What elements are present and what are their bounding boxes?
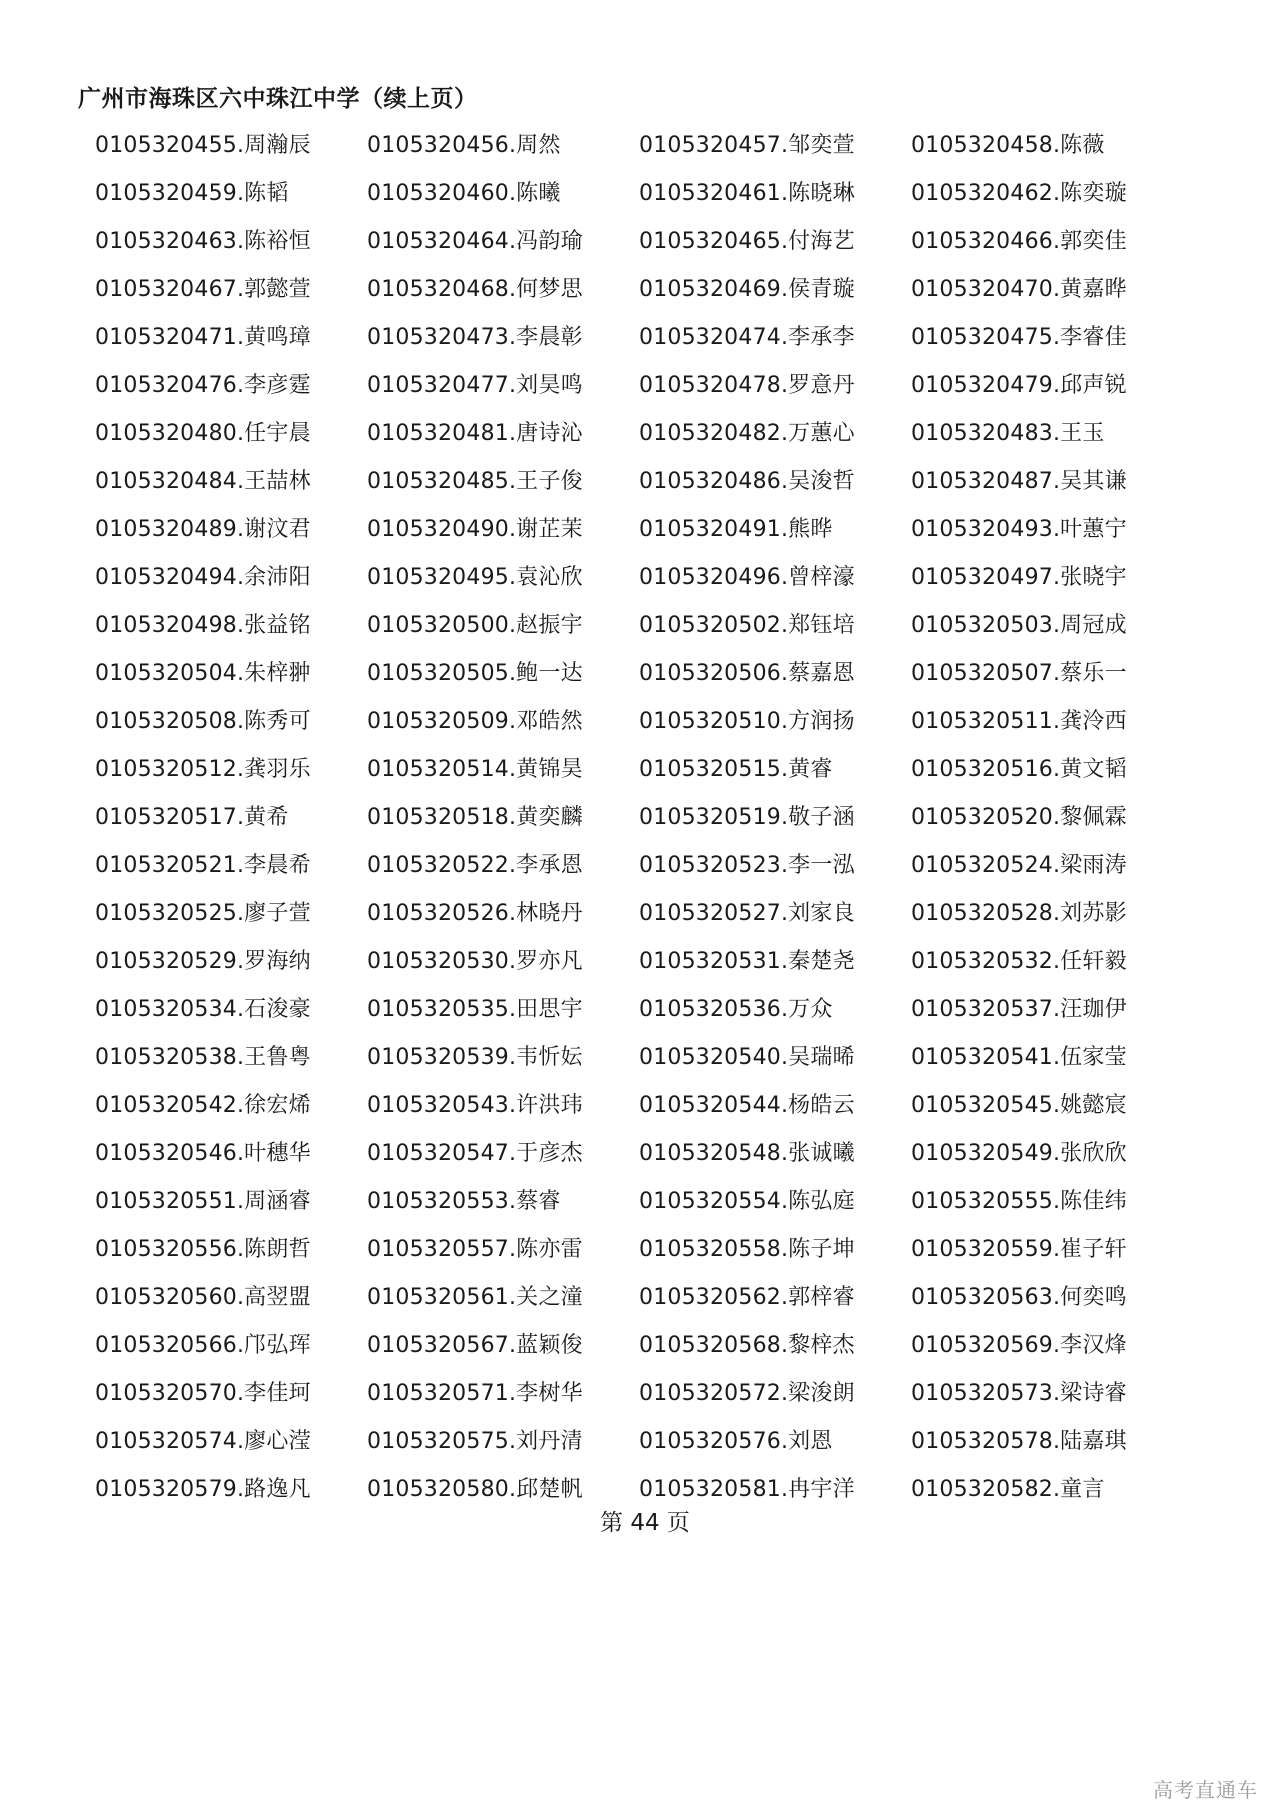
roster-entry: 0105320494.余沛阳 (95, 565, 311, 590)
roster-entry: 0105320508.陈秀可 (95, 709, 311, 734)
roster-entry: 0105320535.田思宇 (367, 997, 583, 1022)
roster-entry: 0105320553.蔡睿 (367, 1189, 561, 1214)
roster-entry: 0105320486.吴浚哲 (639, 469, 855, 494)
roster-entry: 0105320502.郑钰培 (639, 613, 855, 638)
roster-entry: 0105320457.邹奕萱 (639, 133, 855, 158)
roster-entry: 0105320458.陈薇 (911, 133, 1105, 158)
roster-entry: 0105320500.赵振宇 (367, 613, 583, 638)
roster-entry: 0105320497.张晓宇 (911, 565, 1127, 590)
roster-entry: 0105320518.黄奕麟 (367, 805, 583, 830)
roster-entry: 0105320503.周冠成 (911, 613, 1127, 638)
roster-entry: 0105320542.徐宏烯 (95, 1093, 311, 1118)
roster-entry: 0105320536.万众 (639, 997, 833, 1022)
roster-entry: 0105320558.陈子坤 (639, 1237, 855, 1262)
roster-entry: 0105320530.罗亦凡 (367, 949, 583, 974)
roster-entry: 0105320557.陈亦雷 (367, 1237, 583, 1262)
roster-entry: 0105320573.梁诗睿 (911, 1381, 1127, 1406)
roster-entry: 0105320464.冯韵瑜 (367, 229, 583, 254)
roster-entry: 0105320579.路逸凡 (95, 1477, 311, 1502)
roster-entry: 0105320534.石浚豪 (95, 997, 311, 1022)
roster-entry: 0105320477.刘昊鸣 (367, 373, 583, 398)
roster-entry: 0105320521.李晨希 (95, 853, 311, 878)
roster-entry: 0105320543.许洪玮 (367, 1093, 583, 1118)
roster-entry: 0105320510.方润扬 (639, 709, 855, 734)
roster-entry: 0105320466.郭奕佳 (911, 229, 1127, 254)
roster-entry: 0105320580.邱楚帆 (367, 1477, 583, 1502)
roster-entry: 0105320531.秦楚尧 (639, 949, 855, 974)
roster-entry: 0105320551.周涵睿 (95, 1189, 311, 1214)
roster-entry: 0105320490.谢芷茉 (367, 517, 583, 542)
roster-entry: 0105320479.邱声锐 (911, 373, 1127, 398)
roster-entry: 0105320568.黎梓杰 (639, 1333, 855, 1358)
roster-entry: 0105320578.陆嘉琪 (911, 1429, 1127, 1454)
roster-entry: 0105320498.张益铭 (95, 613, 311, 638)
roster-entry: 0105320511.龚泠西 (911, 709, 1127, 734)
roster-entry: 0105320462.陈奕璇 (911, 181, 1127, 206)
roster-entry: 0105320467.郭懿萱 (95, 277, 311, 302)
roster-entry: 0105320505.鲍一达 (367, 661, 583, 686)
roster-entry: 0105320547.于彦杰 (367, 1141, 583, 1166)
page-number: 第 44 页 (600, 1510, 690, 1536)
roster-entry: 0105320548.张诚曦 (639, 1141, 855, 1166)
roster-entry: 0105320529.罗海纳 (95, 949, 311, 974)
roster-entry: 0105320526.林晓丹 (367, 901, 583, 926)
roster-entry: 0105320487.吴其谦 (911, 469, 1127, 494)
roster-entry: 0105320514.黄锦昊 (367, 757, 583, 782)
page-title: 广州市海珠区六中珠江中学（续上页） (78, 86, 478, 112)
roster-entry: 0105320456.周然 (367, 133, 561, 158)
roster-entry: 0105320566.邝弘珲 (95, 1333, 311, 1358)
roster-entry: 0105320461.陈晓琳 (639, 181, 855, 206)
roster-entry: 0105320546.叶穗华 (95, 1141, 311, 1166)
roster-entry: 0105320561.关之潼 (367, 1285, 583, 1310)
roster-entry: 0105320537.汪珈伊 (911, 997, 1127, 1022)
roster-entry: 0105320523.李一泓 (639, 853, 855, 878)
roster-entry: 0105320541.伍家莹 (911, 1045, 1127, 1070)
roster-entry: 0105320569.李汉烽 (911, 1333, 1127, 1358)
roster-entry: 0105320560.高翌盟 (95, 1285, 311, 1310)
roster-entry: 0105320525.廖子萱 (95, 901, 311, 926)
roster-entry: 0105320512.龚羽乐 (95, 757, 311, 782)
roster-entry: 0105320455.周瀚辰 (95, 133, 311, 158)
roster-entry: 0105320520.黎佩霖 (911, 805, 1127, 830)
roster-entry: 0105320544.杨皓云 (639, 1093, 855, 1118)
roster-entry: 0105320532.任轩毅 (911, 949, 1127, 974)
roster-entry: 0105320463.陈裕恒 (95, 229, 311, 254)
student-roster (95, 122, 1235, 1514)
roster-entry: 0105320572.梁浚朗 (639, 1381, 855, 1406)
roster-entry: 0105320480.任宇晨 (95, 421, 311, 446)
roster-entry: 0105320556.陈朗哲 (95, 1237, 311, 1262)
roster-entry: 0105320515.黄睿 (639, 757, 833, 782)
roster-entry: 0105320576.刘恩 (639, 1429, 833, 1454)
roster-entry: 0105320559.崔子轩 (911, 1237, 1127, 1262)
roster-entry: 0105320554.陈弘庭 (639, 1189, 855, 1214)
roster-entry: 0105320540.吴瑞晞 (639, 1045, 855, 1070)
roster-entry: 0105320507.蔡乐一 (911, 661, 1127, 686)
roster-entry: 0105320504.朱梓翀 (95, 661, 311, 686)
roster-entry: 0105320575.刘丹清 (367, 1429, 583, 1454)
roster-entry: 0105320489.谢汶君 (95, 517, 311, 542)
roster-entry: 0105320476.李彦霆 (95, 373, 311, 398)
roster-entry: 0105320471.黄鸣璋 (95, 325, 311, 350)
roster-entry: 0105320470.黄嘉晔 (911, 277, 1127, 302)
roster-entry: 0105320545.姚懿宸 (911, 1093, 1127, 1118)
roster-entry: 0105320522.李承恩 (367, 853, 583, 878)
roster-entry: 0105320562.郭梓睿 (639, 1285, 855, 1310)
roster-entry: 0105320496.曾梓濠 (639, 565, 855, 590)
roster-entry: 0105320509.邓皓然 (367, 709, 583, 734)
roster-entry: 0105320465.付海艺 (639, 229, 855, 254)
roster-entry: 0105320474.李承李 (639, 325, 855, 350)
roster-entry: 0105320493.叶蕙宁 (911, 517, 1127, 542)
roster-entry: 0105320473.李晨彰 (367, 325, 583, 350)
roster-entry: 0105320582.童言 (911, 1477, 1105, 1502)
roster-entry: 0105320484.王喆林 (95, 469, 311, 494)
roster-entry: 0105320581.冉宇洋 (639, 1477, 855, 1502)
roster-entry: 0105320538.王鲁粤 (95, 1045, 311, 1070)
roster-entry: 0105320495.袁沁欣 (367, 565, 583, 590)
roster-entry: 0105320478.罗意丹 (639, 373, 855, 398)
roster-entry: 0105320571.李树华 (367, 1381, 583, 1406)
roster-entry: 0105320485.王子俊 (367, 469, 583, 494)
roster-entry: 0105320549.张欣欣 (911, 1141, 1127, 1166)
roster-entry: 0105320482.万蕙心 (639, 421, 855, 446)
roster-entry: 0105320483.王玉 (911, 421, 1105, 446)
roster-entry: 0105320491.熊晔 (639, 517, 833, 542)
roster-entry: 0105320459.陈韬 (95, 181, 289, 206)
roster-entry: 0105320563.何奕鸣 (911, 1285, 1127, 1310)
roster-entry: 0105320555.陈佳纬 (911, 1189, 1127, 1214)
roster-entry: 0105320475.李睿佳 (911, 325, 1127, 350)
roster-entry: 0105320528.刘苏影 (911, 901, 1127, 926)
roster-entry: 0105320524.梁雨涛 (911, 853, 1127, 878)
roster-entry: 0105320539.韦忻妘 (367, 1045, 583, 1070)
roster-entry: 0105320460.陈曦 (367, 181, 561, 206)
roster-entry: 0105320506.蔡嘉恩 (639, 661, 855, 686)
roster-entry: 0105320527.刘家良 (639, 901, 855, 926)
roster-entry: 0105320570.李佳珂 (95, 1381, 311, 1406)
roster-entry: 0105320519.敬子涵 (639, 805, 855, 830)
roster-entry: 0105320574.廖心滢 (95, 1429, 311, 1454)
roster-entry: 0105320481.唐诗沁 (367, 421, 583, 446)
roster-entry: 0105320567.蓝颖俊 (367, 1333, 583, 1358)
watermark-text: 高考直通车 (1153, 1778, 1258, 1802)
roster-entry: 0105320517.黄希 (95, 805, 289, 830)
roster-entry: 0105320468.何梦思 (367, 277, 583, 302)
roster-entry: 0105320469.侯青璇 (639, 277, 855, 302)
roster-entry: 0105320516.黄文韬 (911, 757, 1127, 782)
